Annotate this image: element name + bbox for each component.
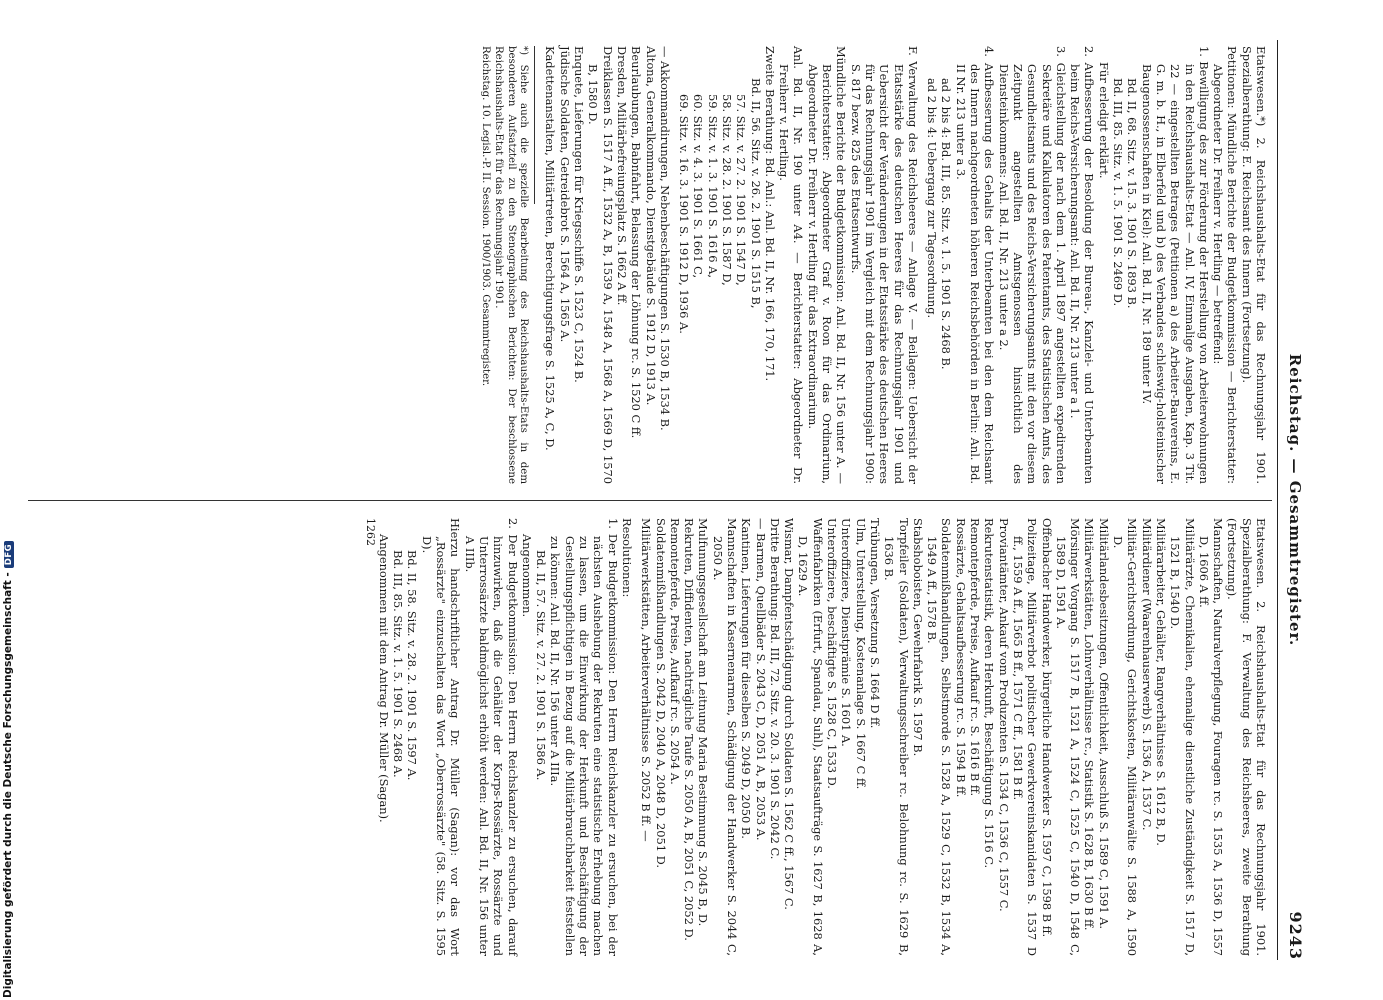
entry: 2. Der Budgetkommission: Den Herrn Reichskanzler zu ersuchen, darauf hinzuwirken, daß die Gehälter der Korps-Rossärzte, Rossärzte und Unterrossärzte baldmöglichst erhöht werden: Anl. Bd. II, Nr. 156 unter A IIIb. (462, 518, 520, 956)
entry: Für erledigt erklärt. (1096, 62, 1111, 179)
entry: Angenommen mit dem Antrag Dr. Müller (Sagan). (376, 534, 391, 823)
entry: Militärarbeiter, Gehälter, Rangverhältnisse S. 1612 B, D. (1153, 518, 1168, 846)
resolutions-heading: Resolutionen: (619, 518, 634, 598)
entry: Militärdiener (Waarenhauserwerb) S. 1536 A, 1537 C. (1139, 518, 1154, 831)
entry: Militärärzte, Chemikalien, ehemalige dienstliche Zuständigkeit S. 1517 D, 1521 B, 1540 D. (1168, 518, 1197, 956)
entry: Militärwerkstätten, Arbeiterverhältnisse S. 2052 B ff. — (639, 518, 654, 842)
entry: Soldatenmißhandlungen, Selbstmorde S. 1528 A, 1529 C, 1532 B, 1534 A, 1549 A ff., 1578 B. (925, 518, 954, 956)
entry: Remontepferde, Preise, Aufkauf rc. S. 1616 B ff. (968, 518, 983, 797)
entry: Bd. II, 58. Sitz. v. 28. 2. 1901 S. 1597 A. (405, 550, 420, 781)
entry: Mannschaften in Kasernenarmen, Schädigung der Handwerker S. 2044 C, 2050 A. (710, 518, 740, 956)
entry: Unteroffiziere, beschäftigte S. 1528 C, 1533 D. (825, 518, 840, 789)
page-footer: 1262 (363, 518, 377, 546)
entry: 1. Der Budgetkommission: Den Herrn Reichskanzler zu ersuchen, bei der nächsten Aushebung der Rekruten eine statistische Erhebung machen zu lassen, um die Einwirkung der Herkunft und Beschäftigung der Gestellungspflichtigen in Bezug auf die Militärbrauchbarkeit feststellen zu können: Anl. Bd. II, Nr. 156 unter A IIIa. (548, 518, 620, 956)
signature-line: Reichstag. 10. Legisl.-P. II. Session. 1900/1903. Gesammtregister. (480, 46, 492, 387)
entry: Beurlaubungen, Babnfahrt, Belassung der Löhnung rc. S. 1520 C ff. (629, 46, 644, 439)
entry: Rekrutenstatistik, deren Herkunft, Beschäftigung S. 1516 C. (982, 518, 997, 869)
entry: Bd. III, 85. Sitz. v. 1. 5. 1901 S. 2468 A. (391, 550, 406, 778)
entry: Bd. II, 57. Sitz. v. 27. 2. 1901 S. 1586 A. (534, 550, 549, 781)
entry: Angenommen. (519, 534, 534, 618)
entry: Bd. II, 68. Sitz. v. 15. 3. 1901 S. 1893 B. (1125, 78, 1140, 309)
entry: Bd. II, 56. Sitz. v. 26. 2. 1901 S. 1515 B, (748, 78, 763, 309)
entry: Mündliche Berichte der Budgetkommission: Anl. Bd. II, Nr. 156 unter A. — Berichterstatter: Abgeordneter Graf v. Roon für das Ordinarium, Abgeordneter Dr. Freiherr v. Hertling für das Extraordinarium. (805, 46, 849, 484)
entry: Wismar, Dampfentschädigung durch Soldaten S. 1562 C ff., 1567 C. (782, 518, 797, 910)
entry: 3. Gleichstellung der nach dem 1. April 1897 angestellten expedirenden Sekretäre und Kalkulatoren des Patentamts, des Statistischen Amts, des Gesundheitsamts und des Reichs-Versicherungsamts mit den vor diesem Zeitpunkt angestellten Amtsgenossen hinsichtlich des Diensteinkommens: Anl. Bd. II, Nr. 213 unter a 2. (996, 46, 1068, 484)
entry: ad 2 bis 4: Bd. III, 85. Sitz. v. 1. 5. 1901 S. 2468 B. (939, 78, 954, 370)
entry: Militär-Gerichtsordnung, Gerichtskosten, Militäranwälte S. 1588 A, 1590 D. (1111, 518, 1140, 956)
entry: Polizeitage, Militärverbot politischer Gewerkvereinskanidaten S. 1537 D ff., 1559 A ff., 1565 B ff., 1571 C ff., 1581 B ff. (1010, 518, 1040, 956)
entry: — Barmen, Quellbäder S. 2043 C, D, 2051 A, B, 2053 A. (753, 518, 768, 841)
entry: Militärwerkstätten, Lohnverhältnisse rc., Statistik S. 1628 B, 1630 B ff. (1082, 518, 1097, 931)
entry: Zweite Berathung: Bd. Anl.: Anl. Bd. II, Nr. 166, 170, 171. (762, 46, 777, 382)
page-header (1280, 40, 1304, 960)
entry: Unteroffiziere, Dienstprämie S. 1601 A. (839, 518, 854, 747)
digitisation-credit (2, 8, 18, 998)
rotated-page (20, 0, 1310, 1000)
entry: Torpfeiler (Soldaten), Verwaltungsschreiber rc. Belohnung rc. S. 1629 B, 1636 B. (882, 518, 911, 956)
credit-text: Digitalisierung gefördert durch die Deutsche Forschungsgemeinschaft - (2, 572, 14, 998)
entry: 60. Sitz. v. 4. 3. 1901 S. 1661 C, (691, 94, 706, 279)
entry: Hierzu handschriftlicher Antrag Dr. Müller (Sagan): vor das Wort „Rossärzte" einzuschalten das Wort „Oberrossärzte" (58. Sitz. S. 1595 D). (419, 518, 463, 956)
entry: 58. Sitz. v. 28. 2. 1901 S. 1587 D, (720, 94, 735, 286)
column-divider (28, 500, 1272, 501)
entry: Altona, Generalkommando, Dienstgebäude S. 1912 D, 1913 A. (643, 46, 658, 406)
header-rule (1277, 40, 1278, 960)
entry: Kantinen, Lieferungen für dieselben S. 2049 D, 2050 B. (739, 518, 754, 839)
entry: F. Verwaltung des Reichsheeres — Anlage V. — Beilagen: Uebersicht der Etatsstärke des deutschen Heeres für das Rechnungsjahr 1901 und Uebersicht der Veränderungen in der Etatsstärke des deutschen Heeres für das Rechnungsjahr 1901 im Vergleich mit dem Rechnungsjahr 1900: S. 817 bezw. 825 des Etatsentwurfs. (848, 46, 920, 484)
page-number: 9243 (1286, 911, 1305, 960)
entry: 57. Sitz. v. 27. 2. 1901 S. 1547 D, (734, 94, 749, 286)
entry: 69. Sitz. v. 16. 3. 1901 S. 1912 D, 1936 A. (677, 94, 692, 334)
right-column (362, 518, 1268, 956)
running-title: Reichstag. — Gesammtregister. (1286, 353, 1304, 647)
entry: Waffenfabriken (Erfurt, Spandau, Suhl), Staatsaufträge S. 1627 B, 1628 A, D, 1629 A. (796, 518, 825, 956)
entry: Dreiklassen S. 1517 A ff., 1532 A, B, 1539 A, 1548 A, 1568 A, 1569 D, 1570 B, 1580 D. (586, 46, 615, 484)
entry: 59. Sitz. v. 1. 3. 1901 S. 1616 A, (705, 94, 720, 279)
entry: Militärlandesbesitzungen, Offentlichkeit, Ausschluß S. 1589 C, 1591 A. (1096, 518, 1111, 930)
footnote: *) Siehe auch die spezielle Bearbeitung des Reichshaushalts-Etats in dem besonderen Aufsatzteil zu den Stenographischen Berichten: Der beschlossene Reichshaushalts-Etat für das Rechnungsjahr 1901. (492, 46, 530, 484)
left-column (479, 46, 1268, 484)
entry: Dresden, Militärbefreiungsplatz S. 1662 A ff. (614, 46, 629, 306)
section-heading: Etatswesen. 2. Reichshaushalts-Etat für das Rechnungsjahr 1901. Spezialberathung: F. Verwaltung des Reichsheeres, zweite Berathung (Fortsetzung). (1225, 518, 1268, 956)
entry: Mörsinger Vorgang S. 1517 B, 1521 A, 1524 C, 1525 C, 1540 D, 1548 C, 1589 D, 1591 A. (1053, 518, 1083, 956)
entry: Proviantämter, Ankauf vom Produzenten S. 1534 C, 1536 C, 1557 C. (996, 518, 1011, 912)
entry: Ulm, Unterstellung, Kostenanlage S. 1667 C ff. (853, 518, 868, 790)
entry: Remontepferde, Preise, Aufkauf rc. S. 2054 A. (667, 518, 682, 785)
entry: Dritte Berathung: Bd. III, 72. Sitz. v. 20. 3. 1901 S. 2042 C. (767, 518, 782, 860)
entry: Petitionen: Mündliche Berichte der Budgetkommission — Berichterstatter: Abgeordneter Dr. Freiherr v. Hertling — betreffend: (1211, 46, 1240, 484)
entry: Mannschaften, Naturalverpflegung, Fouragen rc. S. 1535 A, 1536 D, 1557 D, 1606 A ff. (1196, 518, 1226, 956)
entry: Offenbacher Handwerker, bürgerliche Handwerker S. 1597 C, 1598 B ff. (1039, 518, 1054, 938)
entry: Rekruten, Diffidenten, nachträgliche Taufe S. 2050 A, B, 2051 C, 2052 D. (682, 518, 697, 941)
entry: Mulfunungsgesellschaft am Leitnung Maria Bestimmung S. 2045 B, D. (696, 518, 711, 927)
entry: 4. Aufbesserung des Gehalts der Unterbeamten bei den dem Reichsamt des Innern nachgeordneten höheren Reichsbehörden in Berlin: Anl. Bd. II Nr. 213 unter a 3. (953, 46, 997, 484)
section-heading: Etatswesen.*) 2. Reichshaushalts-Etat für das Rechnungsjahr 1901. Spezialberathung: E. Reichsamt des Innern (Fortsetzung). (1239, 46, 1268, 484)
entry: Soldatenmißhandlungen S. 2042 D, 2040 A, 2048 D, 2051 D. (653, 518, 668, 868)
entry: Bd. III, 85. Sitz. v. 1. 5. 1901 S. 2469 D. (1111, 78, 1126, 307)
entry: 1. Bewilligung des zur Förderung der Herstellung von Arbeiterwohnungen in den Reichshaushalts-Etat — Anl. IV, Einmalige Ausgaben, Kap. 3 Tit. 22 — eingestellten Betrages (Petitionen a) des Arbeiter-Bauvereins, E. G. m. b. H., in Elberfeld und b) des Verbandes schleswig-holsteinischer Baugenossenschaften in Kiel): Anl. Bd. II, Nr. 189 unter IV. (1139, 46, 1211, 484)
entry: Enquete, Lieferungen für Kriegsschiffe S. 1523 C, 1524 B. (572, 46, 587, 383)
entry: 2. Aufbesserung der Besoldung der Bureau-, Kanzlei- und Unterbeamten beim Reichs-Versicherungsamt: Anl. Bd. II, Nr. 213 unter a 1. (1068, 46, 1097, 484)
entry: Trübungen, Versetzung S. 1664 D ff. (867, 518, 882, 729)
entry: Kadettenanstalten, Militärtreten, Berechtigungsfrage S. 1525 A, C, D. (543, 46, 558, 451)
footnote-rule (534, 46, 535, 204)
dfg-logo-icon: DFG (4, 541, 14, 568)
entry: ad 2 bis 4: Uebergang zur Tagesordnung. (925, 78, 940, 319)
entry: Rossärzte, Gehaltsaufbesserung rc. S. 1594 B ff. (953, 518, 968, 798)
entry: — Akkommandirungen, Nebenbeschäftigungen S. 1530 B, 1534 B. (657, 46, 672, 431)
entry: Stabshoboisten, Gewehrfabrik S. 1597 B. (910, 518, 925, 757)
entry: Jüdische Soldaten, Getreidebrot S. 1564 A, 1565 A. (557, 46, 572, 343)
entry: Anl. Bd. II, Nr. 190 unter A4. — Berichterstatter: Abgeordneter Dr. Freiherr v. Hertling. (777, 46, 806, 484)
